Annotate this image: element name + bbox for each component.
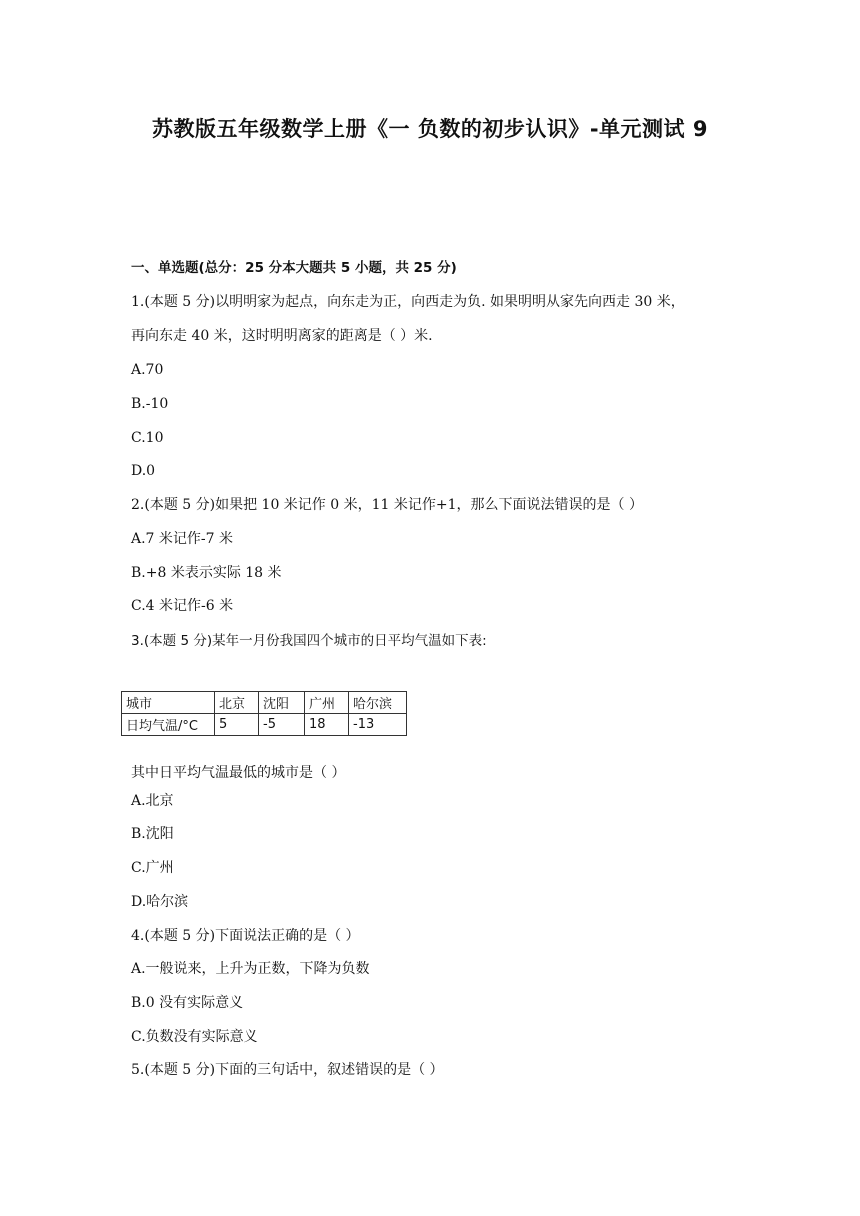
question-1-stem-line1: 1.(本题 5 分)以明明家为起点，向东走为正，向西走为负. 如果明明从家先向西走 30 米， <box>131 294 685 310</box>
document-title: 苏教版五年级数学上册《一 负数的初步认识》-单元测试 9 <box>152 117 708 141</box>
question-2-option-c: C.4 米记作-6 米 <box>131 598 234 614</box>
section-heading: 一、单选题(总分：25 分本大题共 5 小题，共 25 分) <box>131 260 457 276</box>
table-cell: 广州 <box>305 692 349 714</box>
table-cell: 哈尔滨 <box>349 692 407 714</box>
question-5-stem: 5.(本题 5 分)下面的三句话中，叙述错误的是（ ） <box>131 1062 444 1078</box>
question-3-option-a: A.北京 <box>131 793 174 809</box>
question-4-option-a: A.一般说来，上升为正数，下降为负数 <box>131 961 370 977</box>
question-3-question: 其中日平均气温最低的城市是（ ） <box>131 765 346 781</box>
table-row <box>122 714 407 736</box>
table-header-row <box>122 692 407 714</box>
table-cell: -5 <box>259 714 305 736</box>
question-1-option-c: C.10 <box>131 430 164 446</box>
temperature-table <box>121 691 407 736</box>
table-cell: -13 <box>349 714 407 736</box>
question-2-option-b: B.+8 米表示实际 18 米 <box>131 565 282 581</box>
table-cell: 沈阳 <box>259 692 305 714</box>
question-4-option-b: B.0 没有实际意义 <box>131 995 244 1011</box>
question-2-stem: 2.(本题 5 分)如果把 10 米记作 0 米，11 米记作+1，那么下面说法错误的是（ ） <box>131 497 643 513</box>
question-1-stem-line2: 再向东走 40 米，这时明明离家的距离是（ ）米. <box>131 328 433 344</box>
question-4-stem: 4.(本题 5 分)下面说法正确的是（ ） <box>131 928 360 944</box>
question-3-option-c: C.广州 <box>131 860 174 876</box>
question-1-option-a: A.70 <box>131 362 164 378</box>
question-2-option-a: A.7 米记作-7 米 <box>131 531 234 547</box>
question-3-stem: 3.(本题 5 分)某年一月份我国四个城市的日平均气温如下表: <box>131 633 487 649</box>
table-cell: 北京 <box>215 692 259 714</box>
question-3-option-b: B.沈阳 <box>131 826 174 842</box>
table-cell: 日均气温/°C <box>122 714 215 736</box>
question-1-option-b: B.-10 <box>131 396 169 412</box>
question-4-option-c: C.负数没有实际意义 <box>131 1029 258 1045</box>
table-cell: 5 <box>215 714 259 736</box>
question-1-option-d: D.0 <box>131 463 156 479</box>
table-cell: 城市 <box>122 692 215 714</box>
question-3-option-d: D.哈尔滨 <box>131 894 189 910</box>
table-cell: 18 <box>305 714 349 736</box>
